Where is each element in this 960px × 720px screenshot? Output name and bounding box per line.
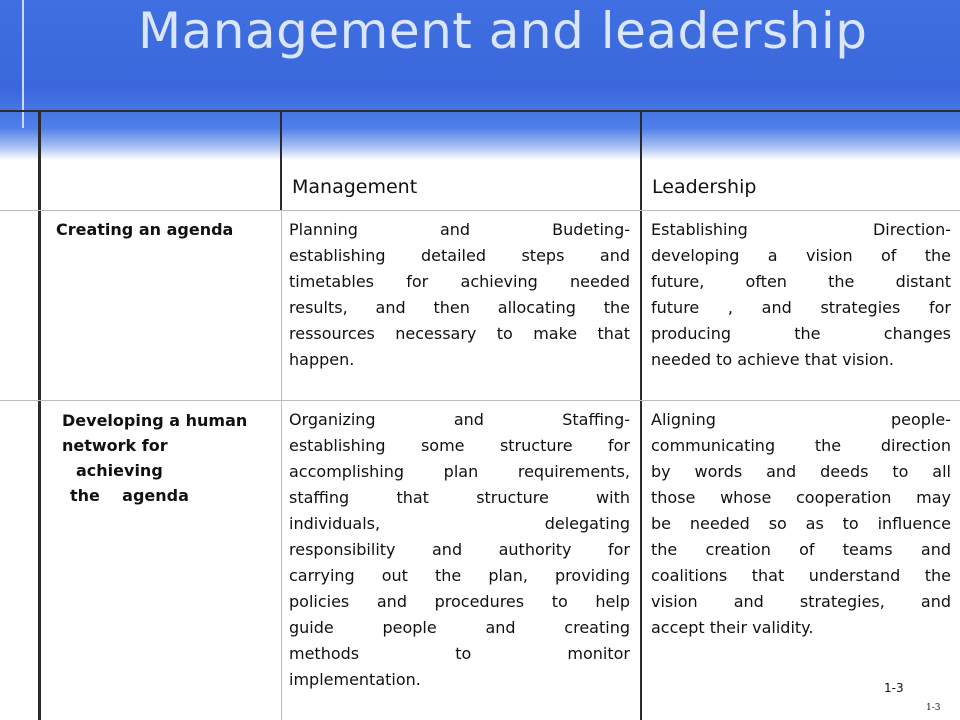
cell-line: future, often the distant [651,272,951,291]
row-label [56,217,233,242]
cell-line: vision and strategies, and [651,592,951,611]
slide-title: Management and leadership [138,2,868,60]
cell-line: future , and strategies for [651,298,951,317]
cell-line: the creation of teams and [651,540,951,559]
cell-line: ressources necessary to make that [289,324,630,343]
table-top-border [0,110,960,112]
cell-line: needed to achieve that vision. [651,350,894,369]
cell-line: coalitions that understand the [651,566,951,585]
cell-line: Planning and Budeting- [289,220,630,239]
cell-line: guide people and creating [289,618,630,637]
management-cell [289,407,630,693]
cell-line: responsibility and authority for [289,540,630,559]
cell-line: establishing detailed steps and [289,246,630,265]
table-row-divider [0,400,960,401]
table-column-divider [280,110,282,210]
cell-line: communicating the direction [651,436,951,455]
slide-number-small: 1-3 [926,703,941,713]
cell-line: Organizing and Staffing- [289,410,630,429]
management-cell [289,217,630,373]
cell-line: happen. [289,350,355,369]
cell-line: policies and procedures to help [289,592,630,611]
column-header-management: Management [292,176,418,198]
slide-number: 1-3 [884,681,904,695]
cell-line: accept their validity. [651,618,814,637]
table-column-divider [640,110,642,720]
cell-line: Establishing Direction- [651,220,951,239]
row-label-line: network for [62,436,168,455]
row-label-line: Creating an agenda [56,220,234,239]
leadership-cell [651,407,951,641]
cell-line: methods to monitor [289,644,630,663]
header-edge [22,0,24,128]
cell-line: staffing that structure with [289,488,630,507]
cell-line: accomplishing plan requirements, [289,462,630,481]
cell-line: developing a vision of the [651,246,951,265]
row-label-line: achieving [76,461,163,480]
table-border-left [38,110,41,720]
cell-line: establishing some structure for [289,436,630,455]
row-label [62,408,247,508]
cell-line: be needed so as to influence [651,514,951,533]
cell-line: implementation. [289,670,421,689]
table-row-divider [0,210,960,211]
table-column-divider [281,210,282,720]
cell-line: Aligning people- [651,410,951,429]
cell-line: those whose cooperation may [651,488,951,507]
row-label-line: Developing a human [62,411,248,430]
cell-line: individuals, delegating [289,514,630,533]
cell-line: timetables for achieving needed [289,272,630,291]
cell-line: producing the changes [651,324,951,343]
cell-line: results, and then allocating the [289,298,630,317]
cell-line: by words and deeds to all [651,462,951,481]
column-header-leadership: Leadership [652,176,757,198]
row-label-line: the agenda [70,486,189,505]
cell-line: carrying out the plan, providing [289,566,630,585]
leadership-cell [651,217,951,373]
